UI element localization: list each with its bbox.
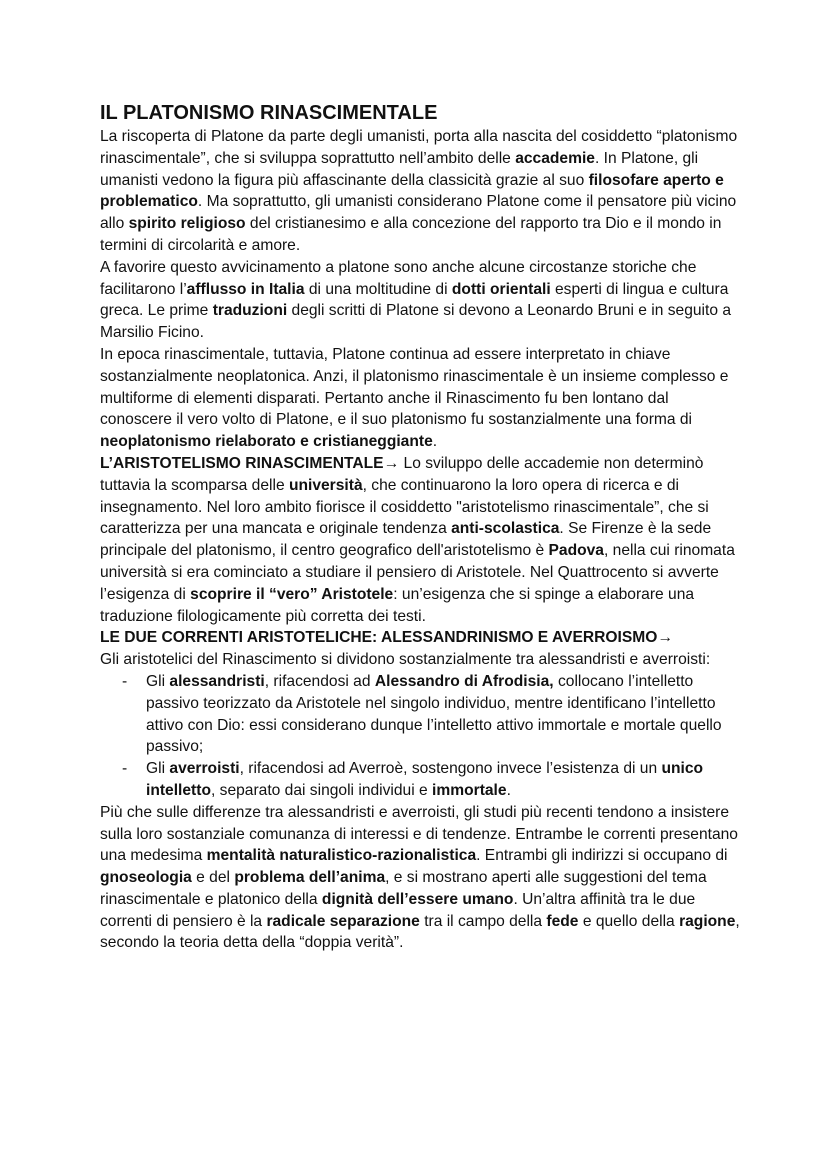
paragraph-platonism-neoplatonic: In epoca rinascimentale, tuttavia, Platone continua ad essere interpretato in chiave sostanzialmente neoplatonica. Anzi, il platonismo rinascimentale è un insieme complesso e multiforme di elementi disparati. Pertanto anche il Rinascimento fu ben lontano dal conoscere il vero volto di Platone, e il suo platonismo fu sostanzialmente una forma di neoplatonismo rielaborato e cristianeggiante. xyxy=(100,345,729,451)
bold-term: fede xyxy=(546,912,579,930)
paragraph-aristotelianism: L’ARISTOTELISMO RINASCIMENTALE→ Lo sviluppo delle accademie non determinò tuttavia la scomparsa delle università, che continuarono la loro opera di ricerca e di insegnamento. Nel loro ambito fiorisce il cosiddetto "aristotelismo rinascimentale”, che si caratterizza per una mancata e originale tendenza anti-scolastica. Se Firenze è la sede principale del platonismo, il centro geografico dell'aristotelismo è Padova, nella cui rinomata università si era cominciato a studiare il pensiero di Aristotele. Nel Quattrocento si avverte l’esigenza di scoprire il “vero” Aristotele: un’esigenza che si spinge a elaborare una traduzione filologicamente più corretta dei testi. xyxy=(100,454,735,625)
list-item-text: Gli alessandristi, rifacendosi ad Alessandro di Afrodisia, collocano l’intelletto passivo teorizzato da Aristotele nel singolo individuo, mentre identificano l’intelletto attivo con Dio: essi considerano dunque l’intelletto attivo immortale e mortale quello passivo; xyxy=(146,672,722,756)
section-heading-currents: LE DUE CORRENTI ARISTOTELICHE: ALESSANDRINISMO E AVERROISMO→ xyxy=(100,629,673,647)
list-item-alessandristi xyxy=(100,671,740,758)
bold-term: spirito religioso xyxy=(128,215,246,233)
document-body xyxy=(100,126,740,954)
bold-term: unico intelletto xyxy=(146,760,704,799)
bold-term: immortale xyxy=(432,781,507,799)
bold-term: afflusso in Italia xyxy=(186,280,305,298)
bold-term: traduzioni xyxy=(212,302,288,320)
bold-term: scoprire il “vero” Aristotele xyxy=(190,585,394,603)
list-item-text: Gli averroisti, rifacendosi ad Averroè, sostengono invece l’esistenza di un unico intelletto, separato dai singoli individui e immortale. xyxy=(146,760,704,799)
paragraph-platonism-intro: La riscoperta di Platone da parte degli umanisti, porta alla nascita del cosiddetto “platonismo rinascimentale”, che si sviluppa soprattutto nell’ambito delle accademie. In Platone, gli umanisti vedono la figura più affascinante della classicità grazie al suo filosofare aperto e problematico. Ma soprattutto, gli umanisti considerano Platone come il pensatore più vicino allo spirito religioso del cristianesimo e alla concezione del rapporto tra Dio e il mondo in termini di circolarità e amore. xyxy=(100,128,738,254)
bold-term: averroisti xyxy=(169,760,240,778)
bold-term: gnoseologia xyxy=(100,869,192,887)
bold-term: università xyxy=(288,476,363,494)
bold-term: filosofare aperto e problematico xyxy=(100,171,724,211)
bullet-dash: - xyxy=(122,672,128,690)
bold-term: ragione xyxy=(679,912,736,930)
bold-term: Alessandro di Afrodisia, xyxy=(374,672,554,690)
bullet-dash: - xyxy=(122,760,128,778)
bold-term: neoplatonismo rielaborato e cristianeggiante xyxy=(100,433,433,451)
bold-term: radicale separazione xyxy=(266,912,420,930)
bold-term: L’ARISTOTELISMO RINASCIMENTALE→ xyxy=(100,454,400,472)
paragraph-currents-intro: Gli aristotelici del Rinascimento si dividono sostanzialmente tra alessandristi e averroisti: xyxy=(100,651,711,669)
bold-term: anti-scolastica xyxy=(451,520,560,538)
bold-term: dotti orientali xyxy=(451,280,551,298)
bold-term: Padova xyxy=(548,542,604,560)
list-item-averroisti xyxy=(100,758,740,802)
bold-term: problema dell’anima xyxy=(234,869,386,887)
paragraph-currents-closing: Più che sulle differenze tra alessandristi e averroisti, gli studi più recenti tendono a insistere sulla loro sostanziale comunanza di interessi e di tendenze. Entrambe le correnti presentano una medesima mentalità naturalistico-razionalistica. Entrambi gli indirizzi si occupano di gnoseologia e del problema dell’anima, e si mostrano aperti alle suggestioni del tema rinascimentale e platonico della dignità dell’essere umano. Un’altra affinità tra le due correnti di pensiero è la radicale separazione tra il campo della fede e quello della ragione, secondo la teoria detta della “doppia verità”. xyxy=(100,803,740,952)
paragraph-platonism-circumstances: A favorire questo avvicinamento a platone sono anche alcune circostanze storiche che facilitarono l’afflusso in Italia di una moltitudine di dotti orientali esperti di lingua e cultura greca. Le prime traduzioni degli scritti di Platone si devono a Leonardo Bruni e in seguito a Marsilio Ficino. xyxy=(100,258,732,342)
bold-term: alessandristi xyxy=(169,672,265,690)
currents-list xyxy=(100,671,740,802)
page-title: IL PLATONISMO RINASCIMENTALE xyxy=(100,102,438,124)
document-page xyxy=(100,100,740,954)
bold-term: mentalità naturalistico-razionalistica xyxy=(206,847,477,865)
bold-term: accademie xyxy=(515,149,595,167)
bold-term: dignità dell’essere umano xyxy=(321,890,514,908)
